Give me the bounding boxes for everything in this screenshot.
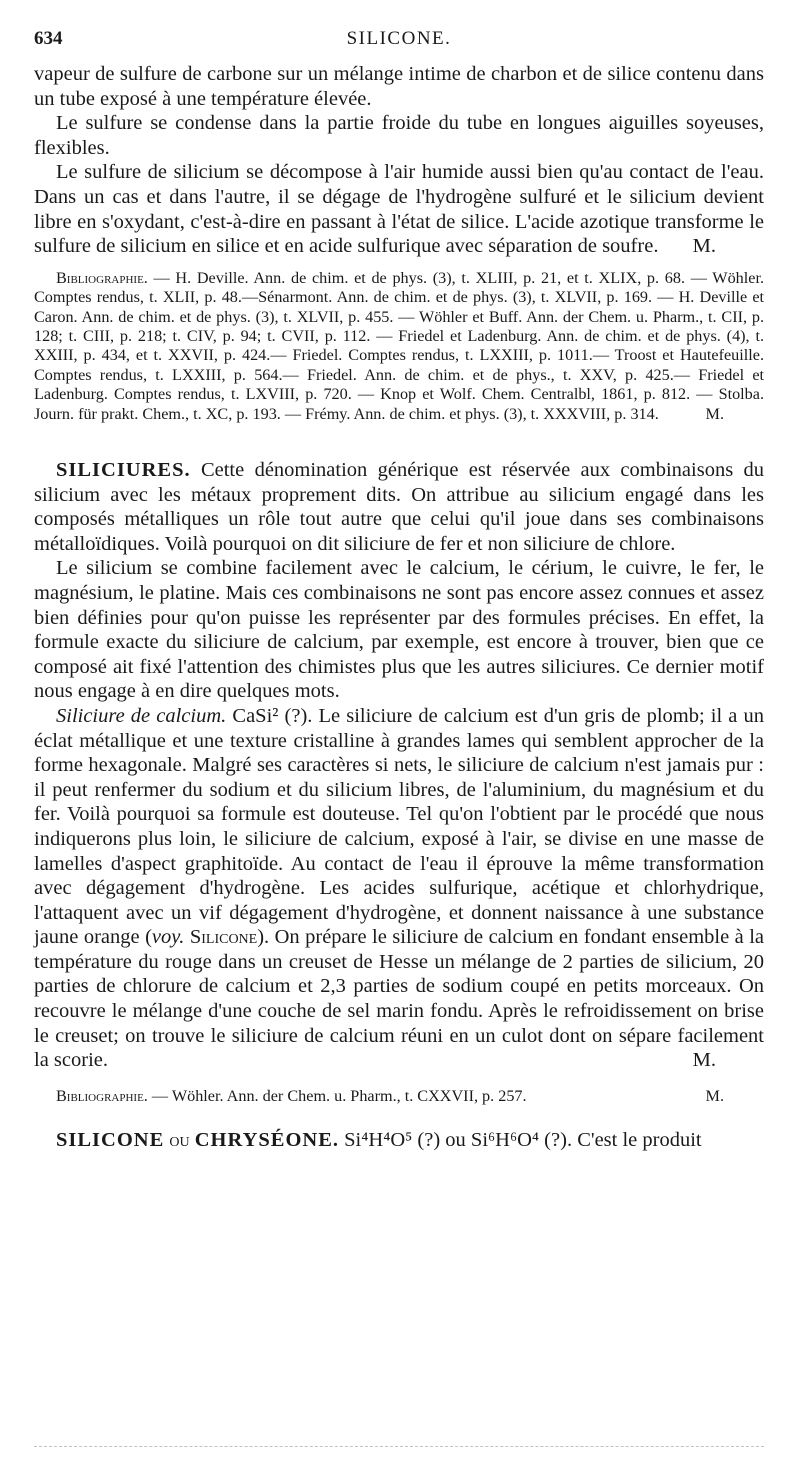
paragraph-siliciure-calcium-text-b: ). On prépare le siliciure de calcium en fondant ensemble à la température du rouge dans un creuset de Hesse un mélange de 2 parties de silicium, 20 parties de chlorure de calcium et 2,3 parties de sodium coupé en petits morceaux. On recouvre le mélange d'une couche de sel marin fondu. Après le refroidissement on brise le creuset; on trouve le siliciure de calcium réuni en un culot dont on sépare facilement la scorie.: [34, 926, 765, 1072]
bibliography-label: Bibliographie.: [56, 268, 148, 287]
voy-abbreviation: voy.: [151, 926, 185, 949]
author-signature: M.: [692, 235, 716, 258]
paragraph-siliciures-combinations: Le silicium se combine facilement avec le calcium, le cérium, le cuivre, le fer, le magnésium, le platine. Mais ces combinaisons ne sont pas encore assez connues et assez bien définies pour qu'on puisse les représenter par des formules précises. En effet, la formule exacte du siliciure de calcium, par exemple, est encore à trouver, bien que ce composé ait fixé l'attention des chimistes plus que les autres siliciures. Ce dernier motif nous engage à en dire quelques mots.: [34, 557, 764, 703]
paragraph-continued: vapeur de sulfure de carbone sur un mélange intime de charbon et de silice contenu dans un tube exposé à une température élevée.: [34, 63, 764, 110]
paragraph-decomposition-text: Le sulfure de silicium se décompose à l'air humide aussi bien qu'au contact de l'eau. Dans un cas et dans l'autre, il se dégage de l'hydrogène sulfuré et le silicium devient libre en s'oxydant, c'est-à-dire en passant à l'état de silice. L'acide azotique transforme le sulfure de silicium en silice et en acide sulfurique avec séparation de soufre.: [34, 161, 764, 258]
silicone-entry: [34, 1128, 764, 1153]
entry-heading-siliciures: SILICIURES.: [56, 459, 191, 481]
bibliography-label: Bibliographie.: [56, 1086, 148, 1105]
paragraph-silicone: [34, 1128, 764, 1153]
author-signature: M.: [705, 404, 724, 423]
paragraph-siliciures-intro-text: Cette dénomination générique est réservée aux combinaisons du silicium avec les métaux proprement dits. On attribue au silicium engagé dans les composés métalliques un rôle tout autre que celui qu'il joue dans ses combinaisons métalloïdiques. Voilà pourquoi on dit siliciure de fer et non siliciure de chlore.: [34, 459, 765, 555]
author-signature: M.: [705, 1086, 724, 1105]
author-signature: M.: [692, 1049, 716, 1072]
siliciures-section: [34, 458, 764, 1073]
entry-heading-ou: ou: [169, 1129, 190, 1152]
chemical-formula: Si⁴H⁴O⁵ (?) ou Si⁶H⁶O⁴ (?).: [344, 1129, 573, 1152]
running-title: SILICONE.: [346, 28, 452, 49]
page-number: 634: [34, 28, 63, 49]
chemical-formula: CaSi² (?).: [232, 704, 313, 727]
paragraph-condensation: Le sulfure se condense dans la partie froide du tube en longues aiguilles soyeuses, flexibles.: [34, 112, 764, 159]
paragraph-siliciure-calcium: [34, 704, 764, 1073]
paragraph-siliciures-intro: [34, 458, 764, 556]
paragraph-decomposition: [34, 160, 764, 258]
section-spacer: [34, 424, 764, 458]
bibliography-siliciures: [34, 1087, 764, 1106]
paragraph-siliciure-calcium-text-a: Le siliciure de calcium est d'un gris de plomb; il a un éclat métallique et une texture cristalline à grandes lames qui semblent approcher de la forme hexagonale. Malgré ses caractères si nets, le siliciure de calcium n'est jamais pur : il peut renfermer du sodium et du silicium libres, de l'aluminium, du magnésium et du fer. Voilà pourquoi sa formule est douteuse. Tel qu'on l'obtient par le procédé que nous indiquerons plus loin, le siliciure de calcium, exposé à l'air, se divise en une masse de lamelles d'aspect graphitoïde. Au contact de l'eau il éprouve la même transformation avec dégagement d'hydrogène. Les acides sulfurique, acétique et chlorhydrique, l'attaquent avec un vif dégagement d'hydrogène, et donnent naissance à une substance jaune orange (: [34, 704, 764, 949]
page-header: [34, 22, 764, 62]
bibliography-sulfure: [34, 269, 764, 424]
entry-heading-silicone: SILICONE: [56, 1129, 165, 1152]
bottom-bleed-line: [34, 1446, 764, 1455]
paragraph-silicone-text: C'est le produit: [577, 1129, 702, 1152]
entry-heading-chryseone: CHRYSÉONE.: [194, 1129, 340, 1152]
cross-reference-silicone: Silicone: [189, 926, 258, 949]
article-body: [34, 62, 764, 259]
bibliography-text: — Wöhler. Ann. der Chem. u. Pharm., t. CXXVII, p. 257.: [151, 1086, 527, 1105]
bibliography-text: — H. Deville. Ann. de chim. et de phys. (3), t. XLIII, p. 21, et t. XLIX, p. 68. — Wöhler. Comptes rendus, t. XLII, p. 48.—Sénarmont. Ann. de chim. et de phys. (3), t. XLVII, p. 169. — H. Deville et Caron. Ann. de chim. et de phys. (3), t. XLVII, p. 455. — Wöhler et Buff. Ann. der Chem. u. Pharm., t. CII, p. 128; t. CIII, p. 218; t. CIV, p. 94; t. CVII, p. 112. — Friedel et Ladenburg. Ann. de chim. et de phys. (4), t. XXIII, p. 434, et t. XXVII, p. 424.— Friedel. Comptes rendus, t. LXXIII, p. 1011.— Troost et Hautefeuille. Comptes rendus, t. LXXIII, p. 564.— Friedel. Ann. de chim. et de phys., t. XXV, p. 425.— Friedel et Ladenburg. Comptes rendus, t. LXVIII, p. 720. — Knop et Wolf. Chem. Centralbl, 1861, p. 812. — Stolba. Journ. für prakt. Chem., t. XC, p. 193. — Frémy. Ann. de chim. et phys. (3), t. XXXVIII, p. 314.: [34, 268, 764, 423]
subentry-title: Siliciure de calcium.: [56, 704, 227, 727]
